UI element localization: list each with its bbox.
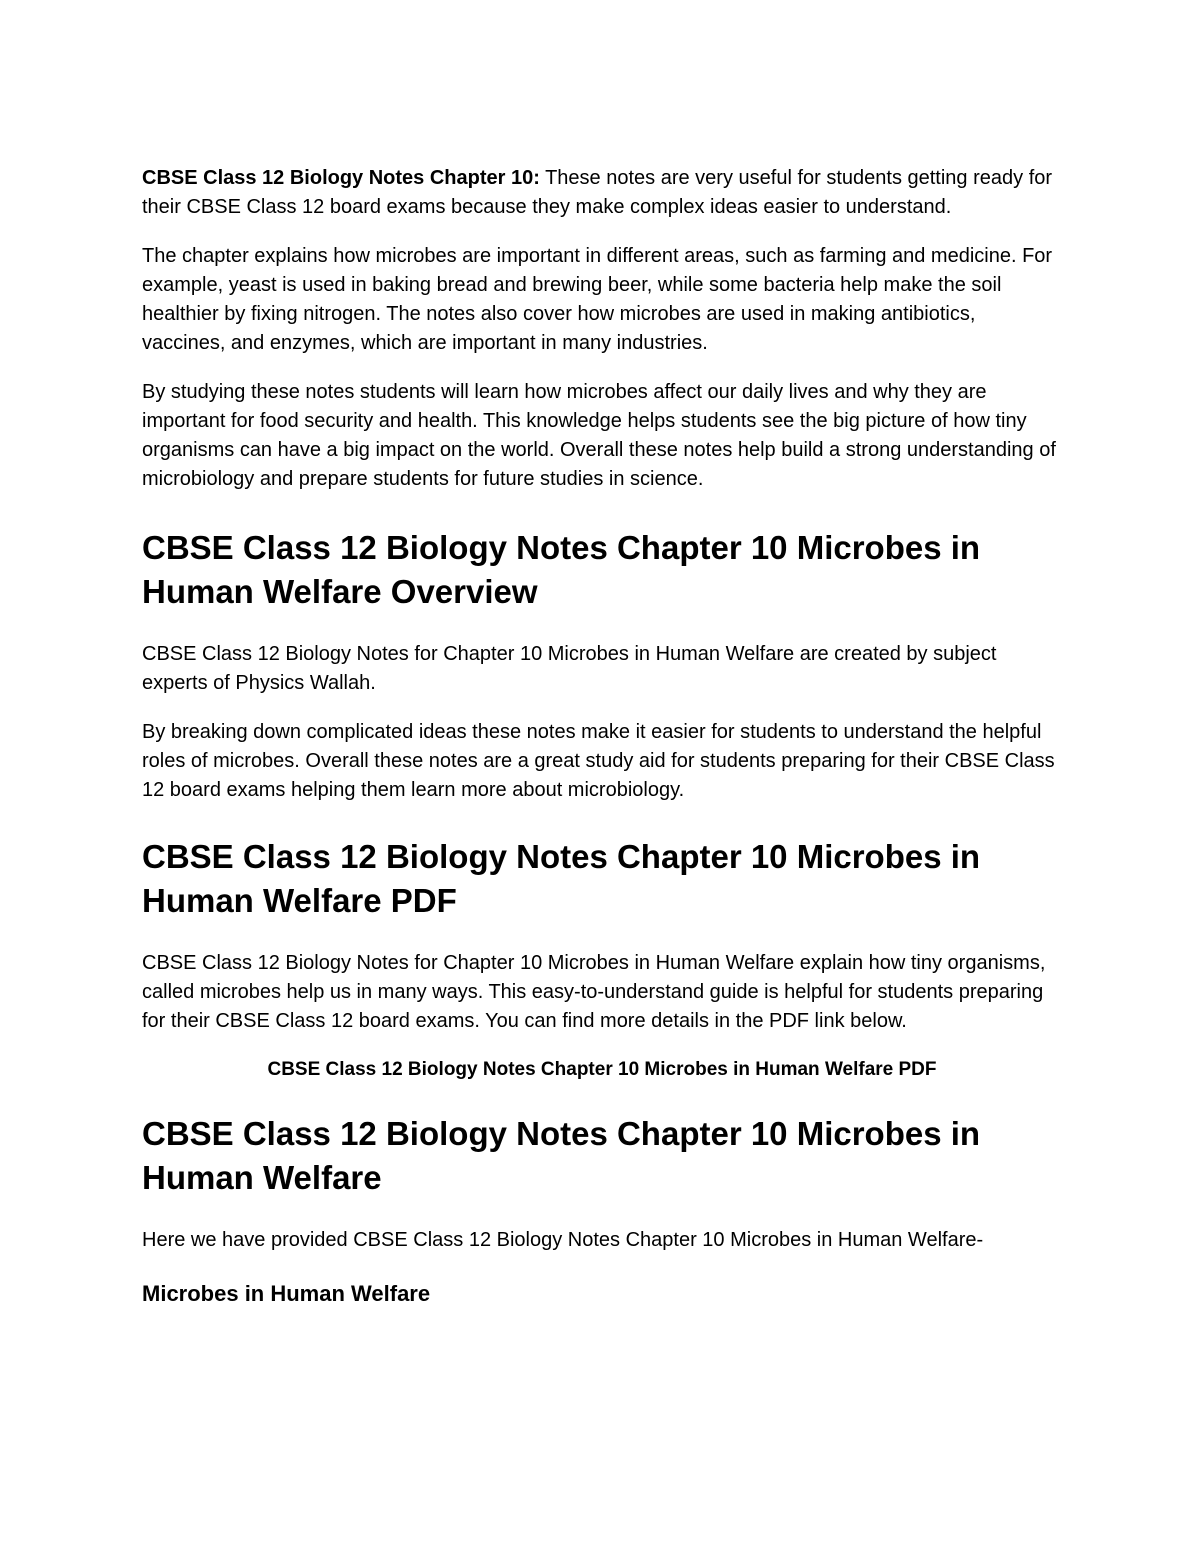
study-benefits-paragraph: By studying these notes students will learn how microbes affect our daily lives and why they are important for food security and health. This knowledge helps students see the big picture of how tiny organisms can have a big impact on the world. Overall these notes help build a strong understanding of microbiology and prepare students for future studies in science. (142, 381, 1056, 490)
overview-paragraph-2: By breaking down complicated ideas these notes make it easier for students to understand the helpful roles of microbes. Overall these notes are a great study aid for students preparing for their CBSE Class 12 board exams helping them learn more about microbiology. (142, 721, 1055, 801)
pdf-paragraph: CBSE Class 12 Biology Notes for Chapter 10 Microbes in Human Welfare explain how tiny organisms, called microbes help us in many ways. This easy-to-understand guide is helpful for students preparing for their CBSE Class 12 board exams. You can find more details in the PDF link below. (142, 952, 1046, 1032)
intro-text: These notes are very useful for students getting ready for their CBSE Class 12 board exams because they make complex ideas easier to understand. (142, 167, 1053, 218)
notes-intro-paragraph: Here we have provided CBSE Class 12 Biology Notes Chapter 10 Microbes in Human Welfare- (142, 1229, 984, 1251)
microbes-subheading: Microbes in Human Welfare (142, 1281, 431, 1306)
overview-heading: CBSE Class 12 Biology Notes Chapter 10 Microbes in Human Welfare Overview (142, 529, 981, 610)
intro-lead: CBSE Class 12 Biology Notes Chapter 10: (142, 167, 540, 189)
chapter-explanation-paragraph: The chapter explains how microbes are important in different areas, such as farming and medicine. For example, yeast is used in baking bread and brewing beer, while some bacteria help make the soil healthier by fixing nitrogen. The notes also cover how microbes are used in making antibiotics, vaccines, and enzymes, which are important in many industries. (142, 245, 1053, 354)
overview-paragraph-1: CBSE Class 12 Biology Notes for Chapter 10 Microbes in Human Welfare are created by subject experts of Physics Wallah. (142, 643, 997, 694)
pdf-download-link[interactable]: CBSE Class 12 Biology Notes Chapter 10 Microbes in Human Welfare PDF (267, 1059, 937, 1080)
notes-heading: CBSE Class 12 Biology Notes Chapter 10 Microbes in Human Welfare (142, 1115, 981, 1196)
intro-paragraph (142, 164, 1062, 222)
document-page (142, 164, 1062, 1309)
pdf-heading: CBSE Class 12 Biology Notes Chapter 10 Microbes in Human Welfare PDF (142, 838, 981, 919)
